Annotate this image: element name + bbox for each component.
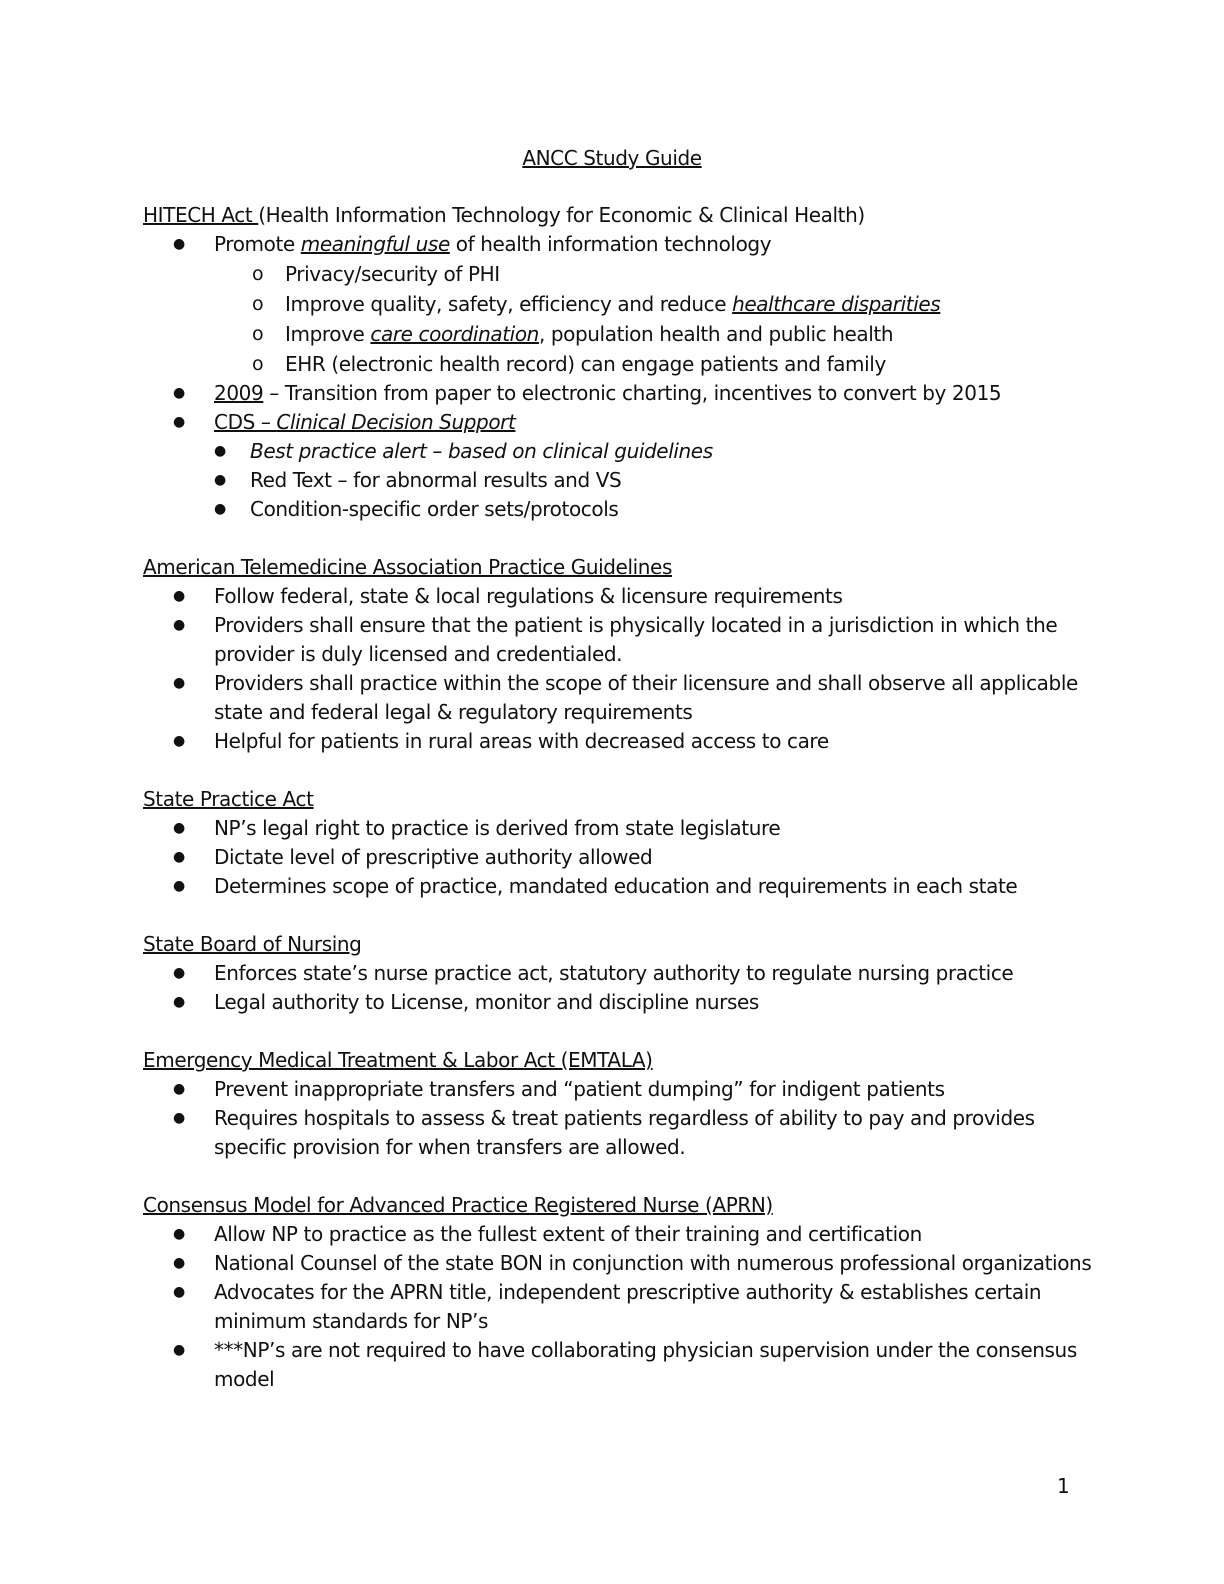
page-number: 1: [1057, 1474, 1070, 1498]
bullet-icon: ●: [173, 965, 185, 981]
emphasis-term: Clinical Decision Support: [276, 410, 516, 434]
list-item: [143, 408, 1103, 524]
list-item: ● Providers shall practice within the scope of their licensure and shall observe all applicable state and federal legal & regulatory requirements: [173, 671, 1078, 724]
year-label: 2009: [214, 381, 264, 405]
list-item: ● Legal authority to License, monitor and discipline nurses: [143, 988, 1103, 1017]
bullet-icon: ●: [214, 501, 226, 517]
bullet-list: [143, 814, 1103, 901]
list-item: ● Promote meaningful use of health information technology o Privacy/security of PHI o Improve quality, safety, efficiency and reduce healthcare disparities o Improve care coordination, population health and public health o EHR (electronic health record) can engage patients and family: [143, 230, 1103, 379]
bullet-icon: ●: [173, 385, 185, 401]
section-state-practice-act: [143, 785, 1103, 901]
section-emtala: [143, 1046, 1103, 1162]
section-aprn-consensus-model: [143, 1191, 1103, 1394]
bullet-icon: ●: [173, 617, 185, 633]
sub-list: [214, 259, 1103, 379]
section-heading: Emergency Medical Treatment & Labor Act (EMTALA): [143, 1048, 653, 1072]
sub-list-item: o Improve care coordination, population health and public health: [214, 319, 1103, 349]
bullet-icon: ●: [173, 1284, 185, 1300]
bullet-list: [143, 1075, 1103, 1162]
sub-list: [214, 437, 1103, 524]
bullet-icon: ●: [173, 1226, 185, 1242]
section-telemedicine: [143, 553, 1103, 756]
emphasis-term: meaningful use: [300, 232, 450, 256]
list-item: ● Follow federal, state & local regulations & licensure requirements: [143, 582, 1103, 611]
circle-bullet-icon: o: [252, 353, 264, 375]
bullet-icon: ●: [173, 994, 185, 1010]
section-heading: Consensus Model for Advanced Practice Registered Nurse (APRN): [143, 1193, 773, 1217]
list-item: ● Helpful for patients in rural areas with decreased access to care: [143, 727, 1103, 756]
bullet-icon: ●: [173, 849, 185, 865]
section-heading: State Practice Act: [143, 787, 314, 811]
section-heading: [143, 201, 1103, 230]
hitech-heading-expansion: (Health Information Technology for Economic & Clinical Health): [258, 203, 865, 227]
bullet-list: [143, 582, 1103, 756]
bullet-icon: ●: [173, 820, 185, 836]
section-state-board-of-nursing: [143, 930, 1103, 1017]
hitech-heading-title: HITECH Act: [143, 203, 259, 227]
section-heading: State Board of Nursing: [143, 932, 362, 956]
bullet-list: [143, 959, 1103, 1017]
bullet-icon: ●: [173, 733, 185, 749]
sub-list-item: ● Red Text – for abnormal results and VS: [214, 466, 1103, 495]
bullet-icon: ●: [173, 414, 185, 430]
list-item: ● NP’s legal right to practice is derived from state legislature: [143, 814, 1103, 843]
bullet-icon: ●: [173, 588, 185, 604]
list-item: ● Dictate level of prescriptive authority allowed: [143, 843, 1103, 872]
sub-list-item: ● Best practice alert – based on clinical guidelines: [214, 437, 1103, 466]
bullet-icon: ●: [173, 1255, 185, 1271]
bullet-list: [143, 230, 1103, 524]
list-item: ● 2009 – Transition from paper to electronic charting, incentives to convert by 2015: [143, 379, 1103, 408]
sub-list-item: ● Condition-specific order sets/protocols: [214, 495, 1103, 524]
list-item: ● ***NP’s are not required to have collaborating physician supervision under the consensus model: [173, 1338, 1077, 1391]
bullet-icon: ●: [173, 1342, 185, 1358]
list-item: ● Advocates for the APRN title, independent prescriptive authority & establishes certain minimum standards for NP’s: [173, 1280, 1042, 1333]
circle-bullet-icon: o: [252, 293, 264, 315]
list-item: ● Prevent inappropriate transfers and “patient dumping” for indigent patients: [143, 1075, 1103, 1104]
bullet-icon: ●: [214, 443, 226, 459]
document-body: [143, 201, 1103, 1423]
list-item: ● Providers shall ensure that the patient is physically located in a jurisdiction in which the provider is duly licensed and credentialed.: [173, 613, 1058, 666]
bullet-list: [143, 1220, 1103, 1394]
bullet-icon: ●: [214, 472, 226, 488]
cds-abbr: CDS –: [214, 410, 277, 434]
circle-bullet-icon: o: [252, 263, 264, 285]
bullet-icon: ●: [173, 1110, 185, 1126]
bullet-icon: ●: [173, 675, 185, 691]
list-item: ● Requires hospitals to assess & treat patients regardless of ability to pay and provides specific provision for when transfers are allowed.: [173, 1106, 1035, 1159]
bullet-icon: ●: [173, 1081, 185, 1097]
sub-list-item: o Privacy/security of PHI: [214, 259, 1103, 289]
sub-list-item: o Improve quality, safety, efficiency and reduce healthcare disparities: [214, 289, 1103, 319]
list-item: ● National Counsel of the state BON in conjunction with numerous professional organizations: [143, 1249, 1103, 1278]
section-heading: American Telemedicine Association Practice Guidelines: [143, 555, 672, 579]
page-title: ANCC Study Guide: [522, 146, 702, 170]
emphasis-term: care coordination: [370, 322, 539, 346]
list-item: ● Enforces state’s nurse practice act, statutory authority to regulate nursing practice: [143, 959, 1103, 988]
bullet-icon: ●: [173, 878, 185, 894]
list-item: ● Determines scope of practice, mandated education and requirements in each state: [143, 872, 1103, 901]
emphasis-term: healthcare disparities: [732, 292, 941, 316]
section-hitech: [143, 201, 1103, 524]
circle-bullet-icon: o: [252, 323, 264, 345]
list-item: ● Allow NP to practice as the fullest extent of their training and certification: [143, 1220, 1103, 1249]
sub-list-item: o EHR (electronic health record) can engage patients and family: [214, 349, 1103, 379]
bullet-icon: ●: [173, 236, 185, 252]
